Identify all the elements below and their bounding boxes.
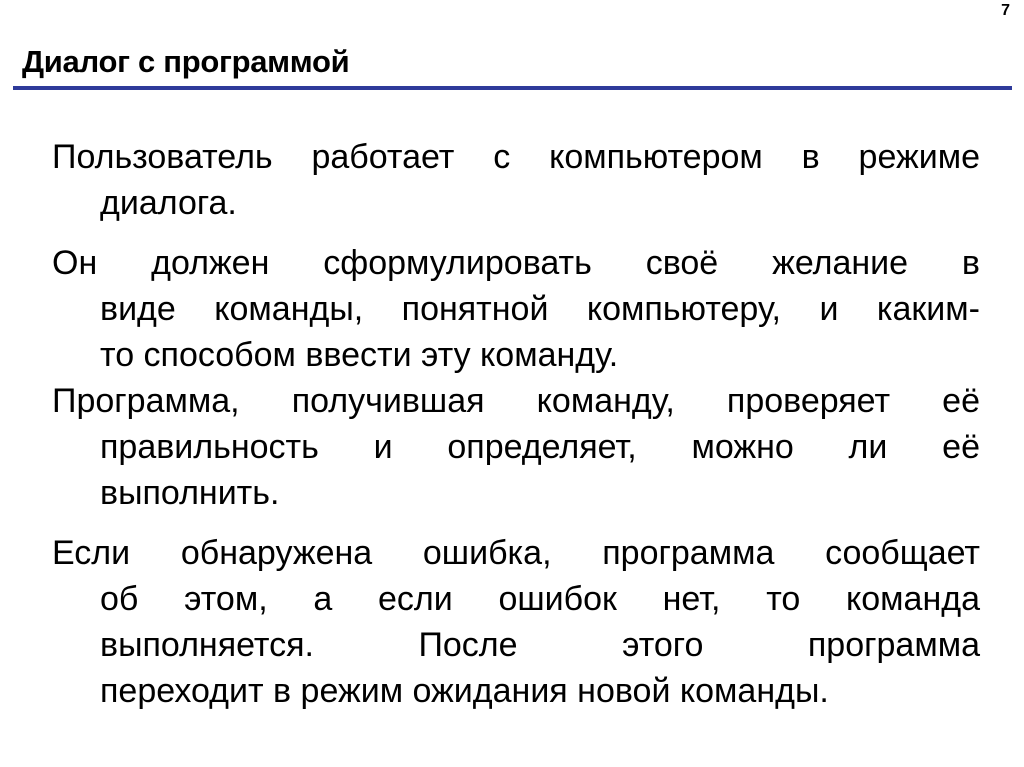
text-line: Пользователь работает с компьютером в режиме [52, 138, 980, 176]
text-line: переходит в режим ожидания новой команды. [100, 672, 829, 710]
text-line: виде команды, понятной компьютеру, и каким- [100, 290, 980, 328]
text-line: выполняется. После этого программа [100, 626, 980, 664]
title-divider [13, 86, 1012, 90]
text-line: диалога. [100, 184, 237, 222]
text-line: об этом, а если ошибок нет, то команда [100, 580, 980, 618]
text-line: Если обнаружена ошибка, программа сообщает [52, 534, 980, 572]
text-line: Он должен сформулировать своё желание в [52, 244, 980, 282]
text-line: правильность и определяет, можно ли её [100, 428, 980, 466]
paragraph-4 [52, 530, 980, 714]
paragraph-2 [52, 240, 980, 378]
text-line: выполнить. [100, 474, 280, 512]
slide-title: Диалог с программой [22, 44, 350, 79]
paragraph-1 [52, 134, 980, 226]
text-line: то способом ввести эту команду. [100, 336, 619, 374]
text-line: Программа, получившая команду, проверяет её [52, 382, 980, 420]
page-number: 7 [1001, 2, 1010, 19]
paragraph-3 [52, 378, 980, 516]
